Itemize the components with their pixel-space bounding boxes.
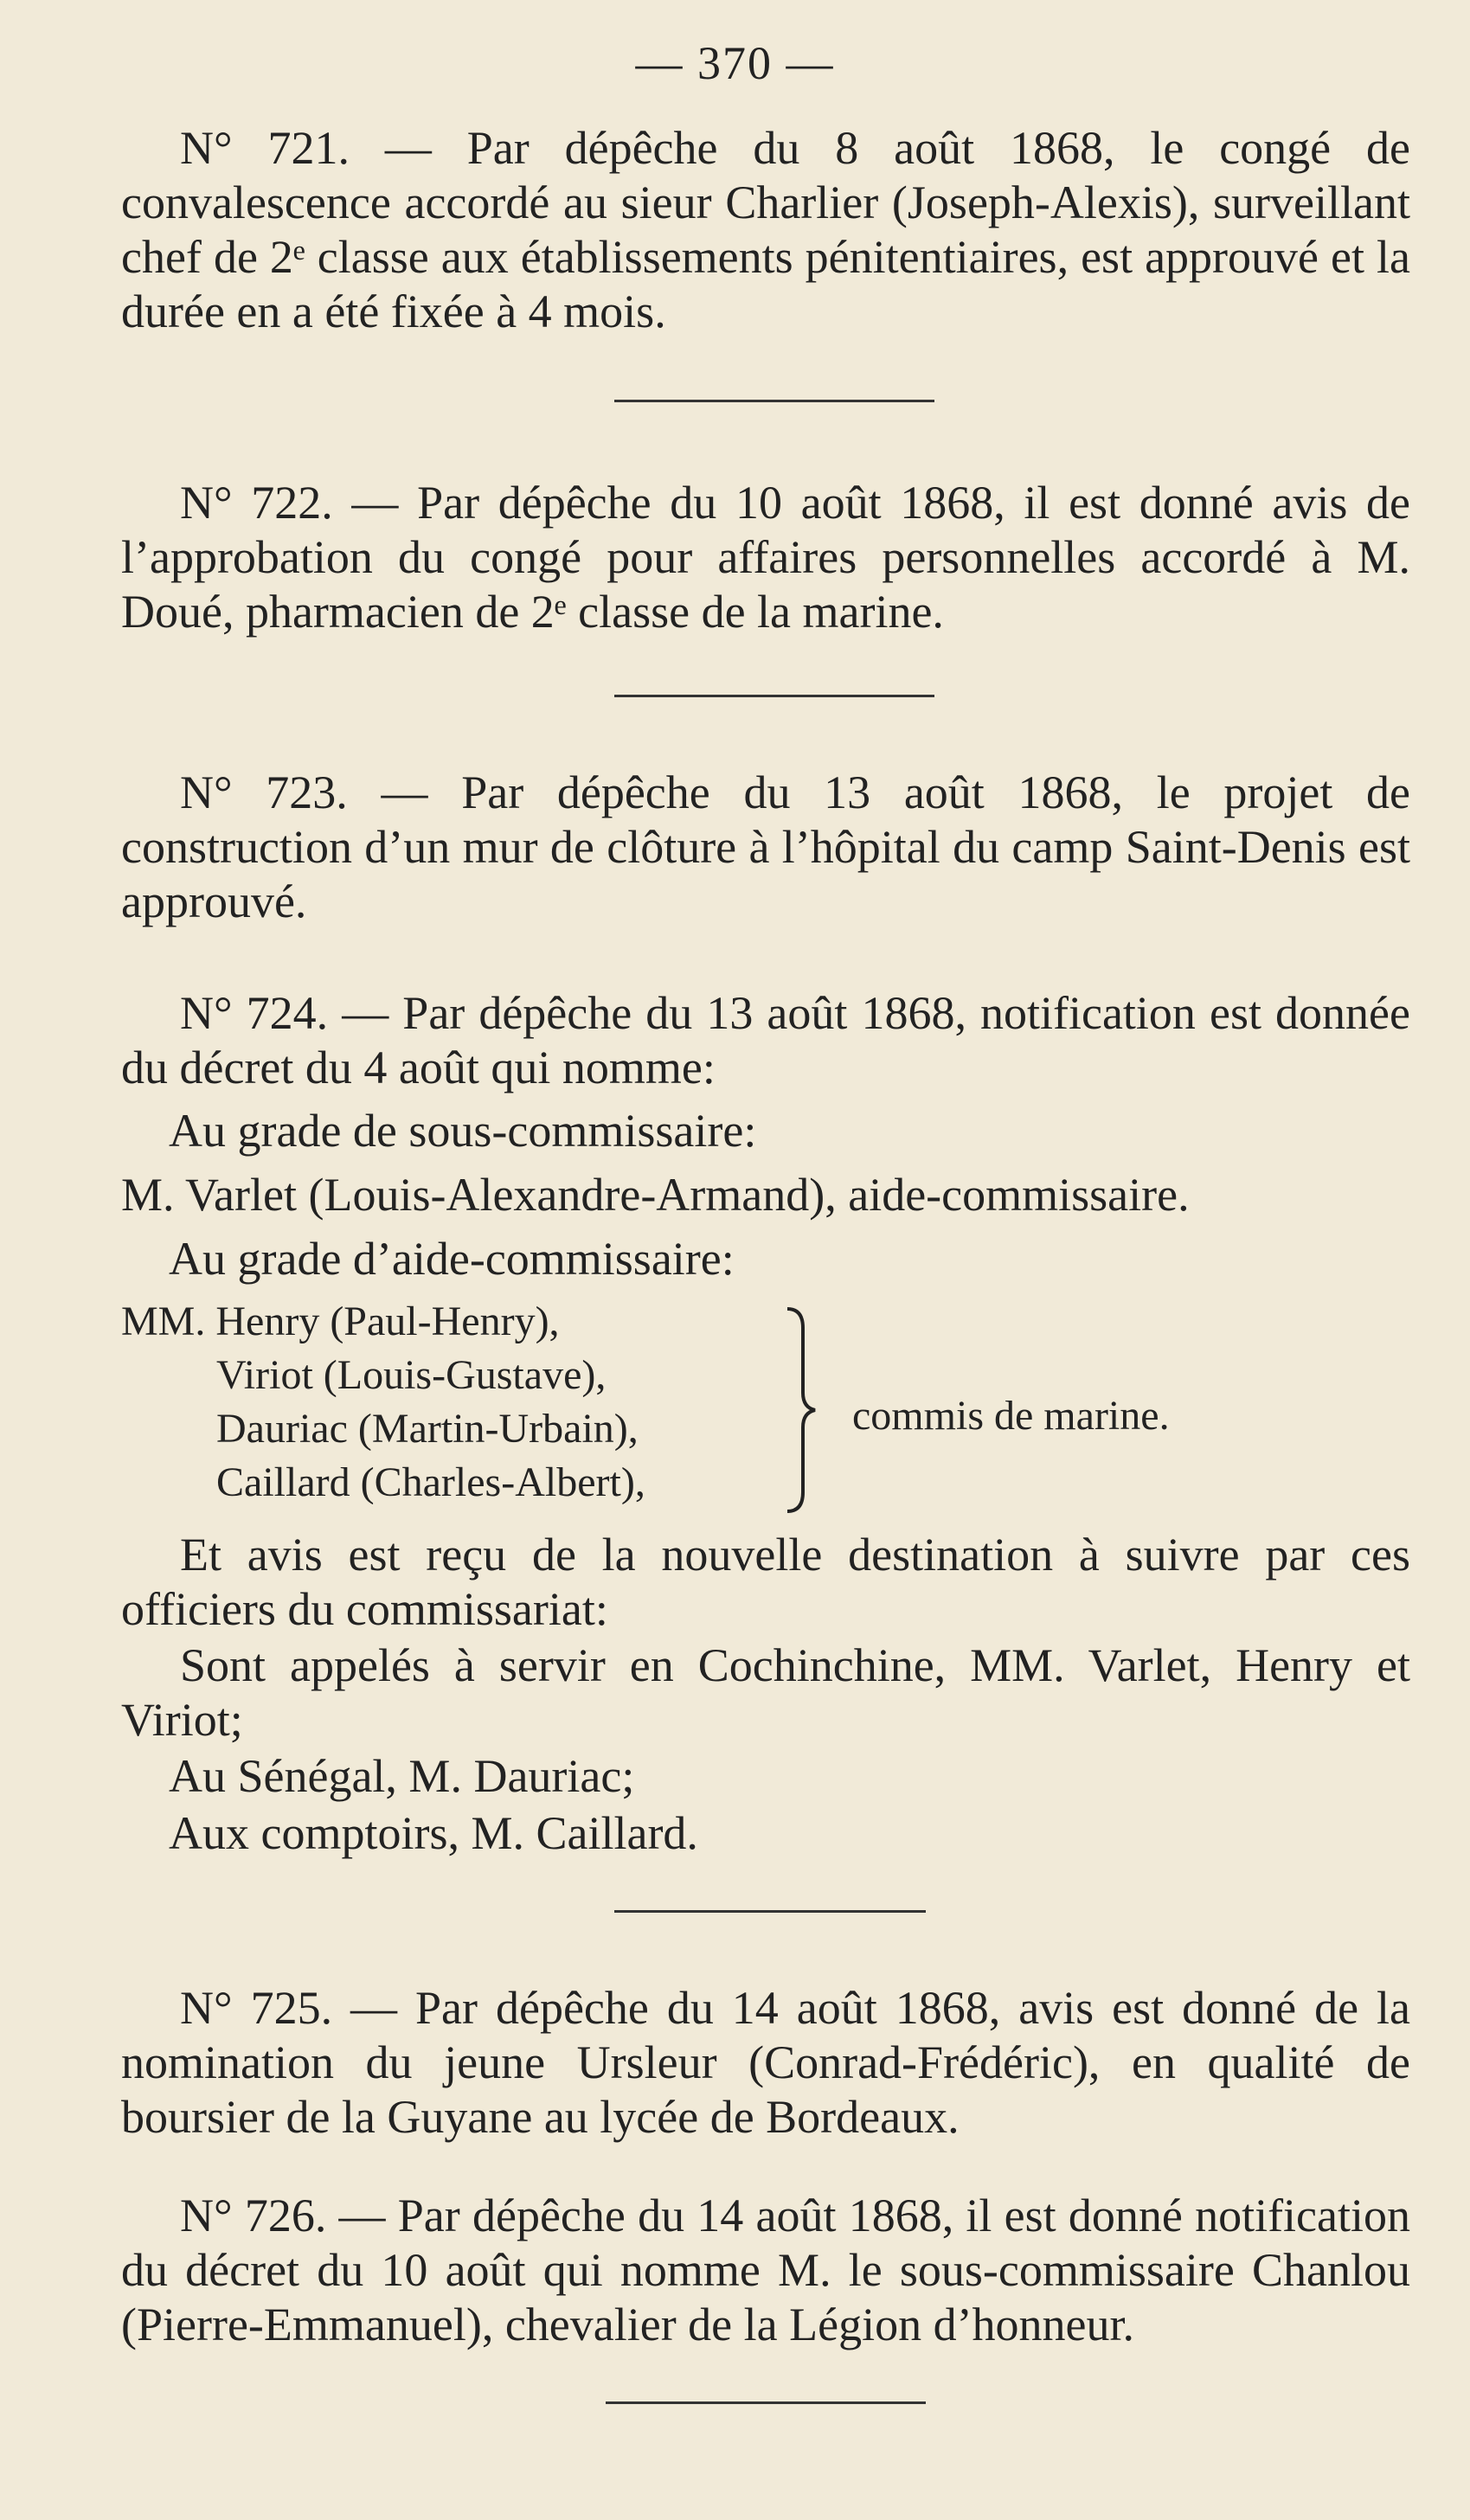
appointee-varlet: M. Varlet (Louis-Alexandre-Armand), aide-commissaire. [121,1169,1190,1221]
brace-label: commis de marine. [852,1393,1170,1439]
entry-721-text: N° 721. — Par dépêche du 8 août 1868, le congé de convalescence accordé au sieur Charlier (Joseph-Alexis), surveillant chef de 2ᵉ classe aux établissements pénitentiaires, est approuvé et la durée en a été fixée à 4 mois. [121,122,1410,337]
destination-intro: Et avis est reçu de la nouvelle destination à suivre par ces officiers du commissariat: [121,1529,1410,1635]
entry-724-text: N° 724. — Par dépêche du 13 août 1868, notification est donnée du décret du 4 août qui nomme: [121,987,1410,1093]
separator-rule [614,1910,926,1913]
destination-comptoirs: Aux comptoirs, M. Caillard. [169,1807,698,1859]
entry-726-text: N° 726. — Par dépêche du 14 août 1868, il est donné notification du décret du 10 août qui nomme M. le sous-commissaire Chanlou (Pierre-Emmanuel), chevalier de la Légion d’honneur. [121,2190,1410,2350]
entry-721 [121,121,1410,339]
entry-722-text: N° 722. — Par dépêche du 10 août 1868, il est donné avis de l’approbation du congé pour affaires personnelles accordé à M. Doué, pharmacien de 2ᵉ classe de la marine. [121,477,1410,638]
grade-sous-commissaire: Au grade de sous-commissaire: [169,1105,757,1157]
destination-cochinchine: Sont appelés à servir en Cochinchine, MM. Varlet, Henry et Viriot; [121,1639,1410,1746]
right-brace-icon [779,1302,831,1518]
entry-724 [121,986,1410,1095]
separator-rule [606,2401,926,2404]
page-number: — 370 — [635,37,835,89]
entry-725-text: N° 725. — Par dépêche du 14 août 1868, avis est donné de la nomination du jeune Ursleur (Conrad-Frédéric), en qualité de boursier de la Guyane au lycée de Bordeaux. [121,1982,1410,2143]
entry-726 [121,2189,1410,2352]
destination-senegal: Au Sénégal, M. Dauriac; [169,1750,635,1802]
entry-722 [121,476,1410,639]
entry-723 [121,766,1410,929]
separator-rule [614,400,934,402]
grade-aide-commissaire: Au grade d’aide-commissaire: [169,1233,735,1285]
commis-list-item: MM. Henry (Paul-Henry), [121,1298,560,1344]
commis-list-item: Caillard (Charles-Albert), [216,1459,645,1505]
separator-rule [614,695,934,697]
commis-list-item: Dauriac (Martin-Urbain), [216,1406,639,1452]
commis-list-item: Viriot (Louis-Gustave), [216,1352,607,1398]
entry-725 [121,1981,1410,2145]
entry-723-text: N° 723. — Par dépêche du 13 août 1868, le projet de construction d’un mur de clôture à l’hôpital du camp Saint-Denis est approuvé. [121,766,1410,927]
